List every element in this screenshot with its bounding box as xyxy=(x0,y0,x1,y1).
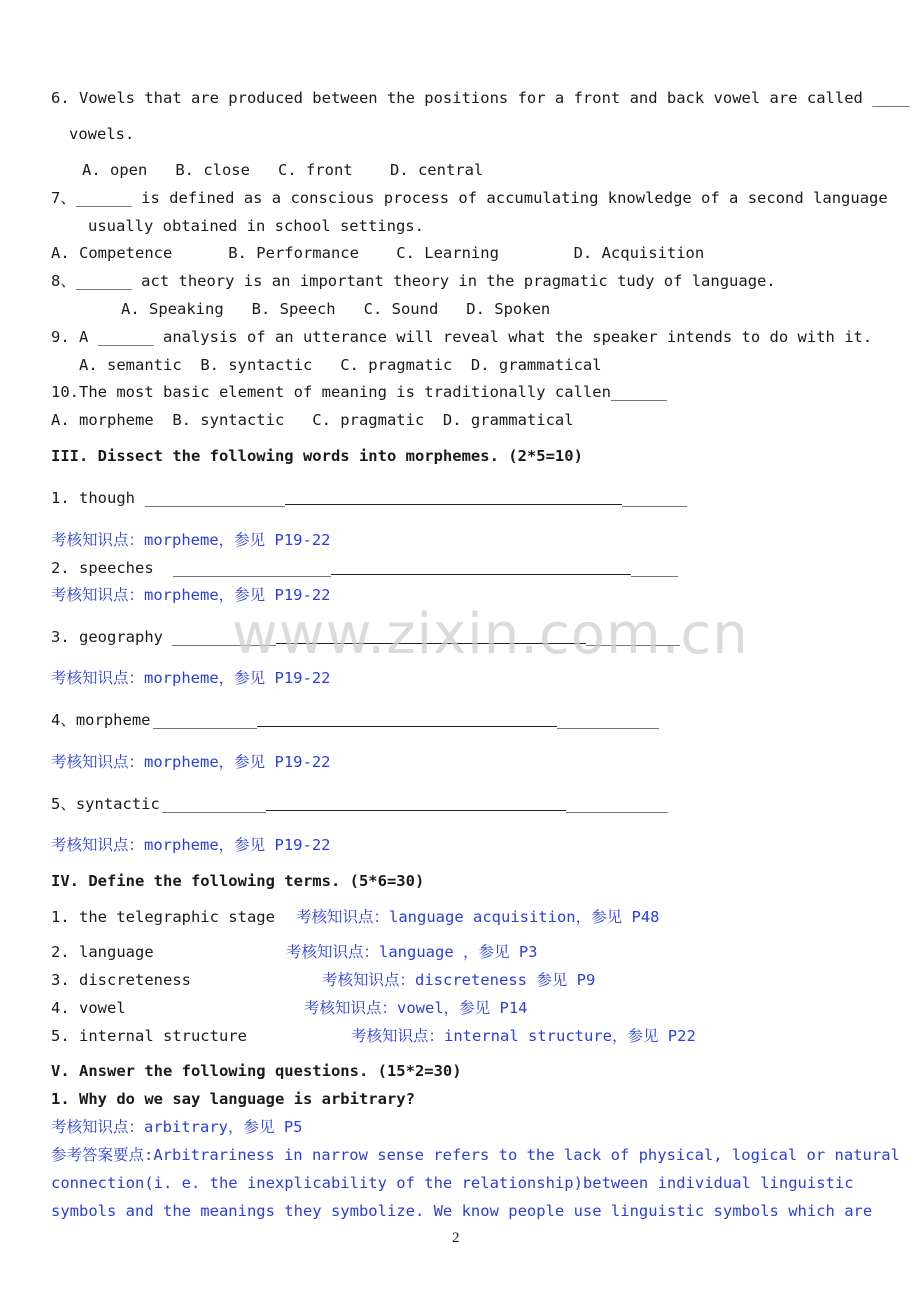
morpheme-word-4: 4、morpheme xyxy=(51,711,151,729)
answer-line xyxy=(285,504,622,505)
answer-line xyxy=(266,810,566,811)
q10-stem: 10.The most basic element of meaning is traditionally callen______ xyxy=(51,383,667,401)
morpheme-note-1: 考核知识点：morpheme，参见 P19-22 xyxy=(51,531,331,549)
q10-options: A. morpheme B. syntactic C. pragmatic D. grammatical xyxy=(51,411,574,429)
answer-line xyxy=(153,728,257,729)
term-5: 5. internal structure xyxy=(51,1027,247,1045)
morpheme-note-2: 考核知识点：morpheme，参见 P19-22 xyxy=(51,586,331,604)
morpheme-note-5: 考核知识点：morpheme，参见 P19-22 xyxy=(51,836,331,854)
term-note-4: 考核知识点：vowel，参见 P14 xyxy=(304,999,528,1017)
q6-options: A. open B. close C. front D. central xyxy=(82,161,484,179)
term-note-1: 考核知识点：language acquisition，参见 P48 xyxy=(296,908,660,926)
answer-line xyxy=(622,506,687,507)
morpheme-word-1: 1. though xyxy=(51,489,135,507)
morpheme-word-2: 2. speeches xyxy=(51,559,154,577)
answer-line-1: 参考答案要点:Arbitrariness in narrow sense refers to the lack of physical, logical or natural xyxy=(51,1146,900,1164)
term-3: 3. discreteness xyxy=(51,971,191,989)
q8-stem: 8、______ act theory is an important theory in the pragmatic tudy of language. xyxy=(51,272,776,290)
morpheme-note-4: 考核知识点：morpheme，参见 P19-22 xyxy=(51,753,331,771)
q6-stem: 6. Vowels that are produced between the positions for a front and back vowel are called ____ xyxy=(51,89,910,107)
morpheme-note-3: 考核知识点：morpheme，参见 P19-22 xyxy=(51,669,331,687)
answer-line xyxy=(331,574,631,575)
answer-line-2: connection(i. e. the inexplicability of the relationship)between individual linguistic xyxy=(51,1174,854,1192)
term-1: 1. the telegraphic stage xyxy=(51,908,275,926)
term-note-2: 考核知识点：language ，参见 P3 xyxy=(286,943,538,961)
section4-heading: IV. Define the following terms. (5*6=30) xyxy=(51,872,425,890)
answer-line xyxy=(173,576,331,577)
q6-stem-cont: vowels. xyxy=(69,125,135,143)
question-1: 1. Why do we say language is arbitrary? xyxy=(51,1090,415,1108)
term-2: 2. language xyxy=(51,943,154,961)
q7-stem: 7、______ is defined as a conscious process of accumulating knowledge of a second language xyxy=(51,189,888,207)
q9-options: A. semantic B. syntactic C. pragmatic D. grammatical xyxy=(79,356,602,374)
q7-options: A. Competence B. Performance C. Learning D. Acquisition xyxy=(51,244,705,262)
q8-options: A. Speaking B. Speech C. Sound D. Spoken xyxy=(121,300,551,318)
answer-line xyxy=(145,506,285,507)
term-4: 4. vowel xyxy=(51,999,126,1017)
term-note-3: 考核知识点：discreteness 参见 P9 xyxy=(322,971,596,989)
section3-heading: III. Dissect the following words into morphemes. (2*5=10) xyxy=(51,447,583,465)
answer-line xyxy=(557,728,659,729)
term-note-5: 考核知识点：internal structure，参见 P22 xyxy=(351,1027,696,1045)
question-1-note: 考核知识点：arbitrary，参见 P5 xyxy=(51,1118,303,1136)
morpheme-word-5: 5、syntactic xyxy=(51,795,160,813)
q7-stem-cont: usually obtained in school settings. xyxy=(88,217,424,235)
answer-line xyxy=(566,812,668,813)
q9-stem: 9. A ______ analysis of an utterance will reveal what the speaker intends to do with it. xyxy=(51,328,873,346)
answer-line xyxy=(162,812,266,813)
answer-line-3: symbols and the meanings they symbolize. We know people use linguistic symbols which are xyxy=(51,1202,873,1220)
page-number: 2 xyxy=(452,1230,460,1246)
morpheme-word-3: 3. geography xyxy=(51,628,163,646)
answer-line xyxy=(257,726,557,727)
watermark: www.zixin.com.cn xyxy=(232,602,749,667)
section5-heading: V. Answer the following questions. (15*2=30) xyxy=(51,1062,462,1080)
answer-line xyxy=(631,576,678,577)
